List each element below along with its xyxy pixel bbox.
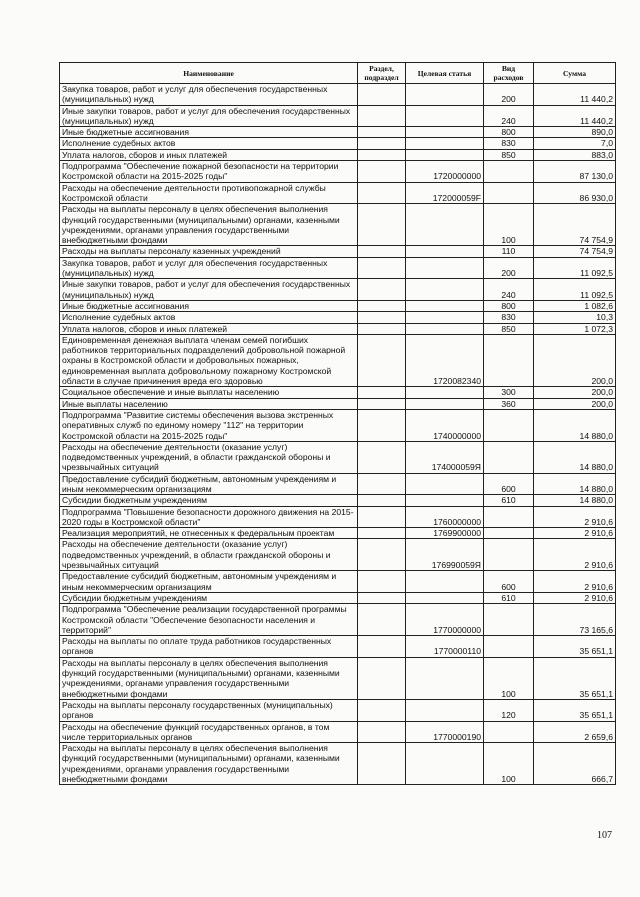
row-target-cell: 1760000000 xyxy=(406,506,484,528)
row-sum-cell: 2 910,6 xyxy=(534,539,616,571)
row-section-cell xyxy=(358,257,406,279)
row-section-cell xyxy=(358,312,406,323)
row-target-cell xyxy=(406,657,484,699)
row-section-cell xyxy=(358,636,406,658)
row-type-cell xyxy=(484,161,534,183)
row-type-cell: 800 xyxy=(484,127,534,138)
row-target-cell xyxy=(406,257,484,279)
row-type-cell xyxy=(484,539,534,571)
row-section-cell xyxy=(358,528,406,539)
row-name-cell: Предоставление субсидий бюджетным, автономным учреждениям и иным некоммерческим организациям xyxy=(60,473,358,495)
row-target-cell xyxy=(406,312,484,323)
row-name-cell: Подпрограмма "Обеспечение пожарной безопасности на территории Костромской области на 2015-2025 годы" xyxy=(60,161,358,183)
table-row xyxy=(60,743,616,785)
row-name-cell: Подпрограмма "Развитие системы обеспечения вызова экстренных оперативных служб по единому номеру "112" на территории Костромской области на 2015-2025 годы" xyxy=(60,409,358,441)
row-target-cell xyxy=(406,204,484,246)
row-sum-cell: 200,0 xyxy=(534,334,616,386)
row-sum-cell: 890,0 xyxy=(534,127,616,138)
row-name-cell: Подпрограмма "Повышение безопасности дорожного движения на 2015-2020 годы в Костромской области" xyxy=(60,506,358,528)
row-sum-cell: 35 651,1 xyxy=(534,657,616,699)
row-sum-cell: 200,0 xyxy=(534,387,616,398)
table-row xyxy=(60,161,616,183)
row-name-cell: Единовременная денежная выплата членам семей погибших работников территориальных подразделений добровольной пожарной охраны в Костромской области и добровольных пожарных, единовременная выплата добровольному пожарному Костромской области в случае причинения вреда его здоровью xyxy=(60,334,358,386)
row-sum-cell: 2 910,6 xyxy=(534,571,616,593)
row-section-cell xyxy=(358,743,406,785)
row-section-cell xyxy=(358,699,406,721)
row-sum-cell: 1 072,3 xyxy=(534,323,616,334)
table-row xyxy=(60,571,616,593)
table-row xyxy=(60,312,616,323)
table-row xyxy=(60,84,616,106)
table-row xyxy=(60,441,616,473)
table-row xyxy=(60,398,616,409)
row-section-cell xyxy=(358,105,406,127)
table-row xyxy=(60,604,616,636)
row-target-cell xyxy=(406,279,484,301)
row-type-cell: 120 xyxy=(484,699,534,721)
row-section-cell xyxy=(358,161,406,183)
row-target-cell xyxy=(406,138,484,149)
row-name-cell: Субсидии бюджетным учреждениям xyxy=(60,495,358,506)
row-sum-cell: 14 880,0 xyxy=(534,473,616,495)
row-name-cell: Предоставление субсидий бюджетным, автономным учреждениям и иным некоммерческим организациям xyxy=(60,571,358,593)
table-row xyxy=(60,149,616,160)
table-row xyxy=(60,409,616,441)
row-name-cell: Реализация мероприятий, не отнесенных к федеральным проектам xyxy=(60,528,358,539)
row-target-cell: 1769900000 xyxy=(406,528,484,539)
row-name-cell: Расходы на выплаты персоналу казенных учреждений xyxy=(60,246,358,257)
document-page xyxy=(59,62,615,785)
row-type-cell: 850 xyxy=(484,149,534,160)
table-row xyxy=(60,721,616,743)
row-target-cell: 176990059Я xyxy=(406,539,484,571)
row-sum-cell: 10,3 xyxy=(534,312,616,323)
row-target-cell: 1770000190 xyxy=(406,721,484,743)
header-name: Наименование xyxy=(60,63,358,84)
row-sum-cell: 11 092,5 xyxy=(534,257,616,279)
table-row xyxy=(60,323,616,334)
table-row xyxy=(60,246,616,257)
row-target-cell xyxy=(406,495,484,506)
row-sum-cell: 35 651,1 xyxy=(534,636,616,658)
row-target-cell xyxy=(406,387,484,398)
page-number: 107 xyxy=(597,830,612,841)
row-name-cell: Уплата налогов, сборов и иных платежей xyxy=(60,149,358,160)
row-section-cell xyxy=(358,473,406,495)
table-row xyxy=(60,506,616,528)
row-type-cell xyxy=(484,334,534,386)
row-section-cell xyxy=(358,279,406,301)
table-row xyxy=(60,636,616,658)
row-type-cell: 300 xyxy=(484,387,534,398)
row-name-cell: Иные бюджетные ассигнования xyxy=(60,127,358,138)
header-target: Целевая статья xyxy=(406,63,484,84)
table-row xyxy=(60,657,616,699)
row-target-cell: 1720000000 xyxy=(406,161,484,183)
row-target-cell xyxy=(406,699,484,721)
table-row xyxy=(60,473,616,495)
row-sum-cell: 1 082,6 xyxy=(534,300,616,311)
row-target-cell: 1720082340 xyxy=(406,334,484,386)
row-type-cell xyxy=(484,604,534,636)
row-type-cell: 100 xyxy=(484,204,534,246)
row-type-cell: 600 xyxy=(484,571,534,593)
row-type-cell: 200 xyxy=(484,257,534,279)
row-type-cell xyxy=(484,636,534,658)
row-target-cell xyxy=(406,592,484,603)
header-section: Раздел, подраздел xyxy=(358,63,406,84)
row-type-cell: 600 xyxy=(484,473,534,495)
row-section-cell xyxy=(358,721,406,743)
table-row xyxy=(60,257,616,279)
row-type-cell: 100 xyxy=(484,743,534,785)
table-row xyxy=(60,127,616,138)
row-type-cell: 830 xyxy=(484,138,534,149)
row-section-cell xyxy=(358,657,406,699)
table-row xyxy=(60,699,616,721)
row-target-cell: 1740000000 xyxy=(406,409,484,441)
row-name-cell: Уплата налогов, сборов и иных платежей xyxy=(60,323,358,334)
row-section-cell xyxy=(358,495,406,506)
row-type-cell: 830 xyxy=(484,312,534,323)
row-type-cell: 200 xyxy=(484,84,534,106)
row-name-cell: Закупка товаров, работ и услуг для обеспечения государственных (муниципальных) нужд xyxy=(60,84,358,106)
row-name-cell: Расходы на обеспечение деятельности (оказание услуг) подведомственных учреждений, в области гражданской обороны и чрезвычайных ситуаций xyxy=(60,441,358,473)
row-name-cell: Исполнение судебных актов xyxy=(60,138,358,149)
row-name-cell: Расходы на обеспечение функций государственных органов, в том числе территориальных органов xyxy=(60,721,358,743)
table-row xyxy=(60,592,616,603)
row-section-cell xyxy=(358,182,406,204)
row-sum-cell: 14 880,0 xyxy=(534,441,616,473)
table-header-row xyxy=(60,63,616,84)
row-sum-cell: 11 440,2 xyxy=(534,84,616,106)
row-target-cell xyxy=(406,743,484,785)
row-section-cell xyxy=(358,323,406,334)
table-row xyxy=(60,528,616,539)
row-sum-cell: 7,0 xyxy=(534,138,616,149)
row-section-cell xyxy=(358,409,406,441)
row-section-cell xyxy=(358,84,406,106)
row-type-cell: 110 xyxy=(484,246,534,257)
row-type-cell xyxy=(484,182,534,204)
row-target-cell: 1770000000 xyxy=(406,604,484,636)
row-type-cell: 240 xyxy=(484,279,534,301)
row-sum-cell: 35 651,1 xyxy=(534,699,616,721)
row-target-cell xyxy=(406,323,484,334)
table-body xyxy=(60,84,616,785)
table-row xyxy=(60,334,616,386)
row-sum-cell: 74 754,9 xyxy=(534,246,616,257)
row-sum-cell: 14 880,0 xyxy=(534,495,616,506)
table-row xyxy=(60,204,616,246)
row-type-cell: 850 xyxy=(484,323,534,334)
table-row xyxy=(60,279,616,301)
row-target-cell xyxy=(406,246,484,257)
table-row xyxy=(60,495,616,506)
row-sum-cell: 86 930,0 xyxy=(534,182,616,204)
row-sum-cell: 2 910,6 xyxy=(534,528,616,539)
row-name-cell: Подпрограмма "Обеспечение реализации государственной программы Костромской области "Обеспечение безопасности населения и территорий" xyxy=(60,604,358,636)
row-name-cell: Иные бюджетные ассигнования xyxy=(60,300,358,311)
row-sum-cell: 666,7 xyxy=(534,743,616,785)
row-sum-cell: 73 165,6 xyxy=(534,604,616,636)
row-name-cell: Социальное обеспечение и иные выплаты населению xyxy=(60,387,358,398)
row-target-cell xyxy=(406,571,484,593)
row-name-cell: Исполнение судебных актов xyxy=(60,312,358,323)
row-name-cell: Расходы на выплаты по оплате труда работников государственных органов xyxy=(60,636,358,658)
row-section-cell xyxy=(358,334,406,386)
budget-table xyxy=(59,62,616,785)
row-name-cell: Иные выплаты населению xyxy=(60,398,358,409)
row-target-cell xyxy=(406,398,484,409)
row-section-cell xyxy=(358,387,406,398)
row-section-cell xyxy=(358,441,406,473)
table-row xyxy=(60,300,616,311)
row-sum-cell: 883,0 xyxy=(534,149,616,160)
row-target-cell xyxy=(406,84,484,106)
table-row xyxy=(60,105,616,127)
row-section-cell xyxy=(358,138,406,149)
row-section-cell xyxy=(358,506,406,528)
row-sum-cell: 11 092,5 xyxy=(534,279,616,301)
row-name-cell: Расходы на обеспечение деятельности противопожарной службы Костромской области xyxy=(60,182,358,204)
row-target-cell xyxy=(406,300,484,311)
row-type-cell: 610 xyxy=(484,592,534,603)
row-section-cell xyxy=(358,571,406,593)
row-target-cell: 1770000110 xyxy=(406,636,484,658)
row-sum-cell: 2 659,6 xyxy=(534,721,616,743)
row-type-cell: 100 xyxy=(484,657,534,699)
row-type-cell: 800 xyxy=(484,300,534,311)
row-target-cell xyxy=(406,127,484,138)
row-sum-cell: 11 440,2 xyxy=(534,105,616,127)
row-section-cell xyxy=(358,204,406,246)
row-sum-cell: 200,0 xyxy=(534,398,616,409)
row-target-cell xyxy=(406,473,484,495)
row-name-cell: Расходы на выплаты персоналу в целях обеспечения выполнения функций государственными (муниципальными) органами, казенными учреждениями, органами управления государственными внебюджетными фондами xyxy=(60,204,358,246)
row-type-cell xyxy=(484,721,534,743)
row-target-cell: 174000059Я xyxy=(406,441,484,473)
row-section-cell xyxy=(358,300,406,311)
row-name-cell: Субсидии бюджетным учреждениям xyxy=(60,592,358,603)
row-sum-cell: 87 130,0 xyxy=(534,161,616,183)
row-section-cell xyxy=(358,246,406,257)
row-name-cell: Иные закупки товаров, работ и услуг для обеспечения государственных (муниципальных) нужд xyxy=(60,279,358,301)
row-sum-cell: 14 880,0 xyxy=(534,409,616,441)
header-type: Вид расходов xyxy=(484,63,534,84)
row-section-cell xyxy=(358,604,406,636)
row-name-cell: Иные закупки товаров, работ и услуг для обеспечения государственных (муниципальных) нужд xyxy=(60,105,358,127)
row-name-cell: Расходы на выплаты персоналу в целях обеспечения выполнения функций государственными (муниципальными) органами, казенными учреждениями, органами управления государственными внебюджетными фондами xyxy=(60,657,358,699)
row-type-cell: 240 xyxy=(484,105,534,127)
row-section-cell xyxy=(358,127,406,138)
row-target-cell: 172000059F xyxy=(406,182,484,204)
row-target-cell xyxy=(406,105,484,127)
row-type-cell xyxy=(484,506,534,528)
row-section-cell xyxy=(358,592,406,603)
row-sum-cell: 74 754,9 xyxy=(534,204,616,246)
row-section-cell xyxy=(358,539,406,571)
header-sum: Сумма xyxy=(534,63,616,84)
row-target-cell xyxy=(406,149,484,160)
row-name-cell: Расходы на выплаты персоналу государственных (муниципальных) органов xyxy=(60,699,358,721)
row-section-cell xyxy=(358,149,406,160)
table-row xyxy=(60,539,616,571)
row-section-cell xyxy=(358,398,406,409)
row-type-cell xyxy=(484,409,534,441)
row-name-cell: Расходы на выплаты персоналу в целях обеспечения выполнения функций государственными (муниципальными) органами, казенными учреждениями, органами управления государственными внебюджетными фондами xyxy=(60,743,358,785)
row-type-cell xyxy=(484,528,534,539)
row-type-cell: 360 xyxy=(484,398,534,409)
row-name-cell: Закупка товаров, работ и услуг для обеспечения государственных (муниципальных) нужд xyxy=(60,257,358,279)
row-name-cell: Расходы на обеспечение деятельности (оказание услуг) подведомственных учреждений, в области гражданской обороны и чрезвычайных ситуаций xyxy=(60,539,358,571)
row-sum-cell: 2 910,6 xyxy=(534,592,616,603)
table-row xyxy=(60,387,616,398)
row-sum-cell: 2 910,6 xyxy=(534,506,616,528)
table-row xyxy=(60,182,616,204)
table-row xyxy=(60,138,616,149)
row-type-cell: 610 xyxy=(484,495,534,506)
row-type-cell xyxy=(484,441,534,473)
